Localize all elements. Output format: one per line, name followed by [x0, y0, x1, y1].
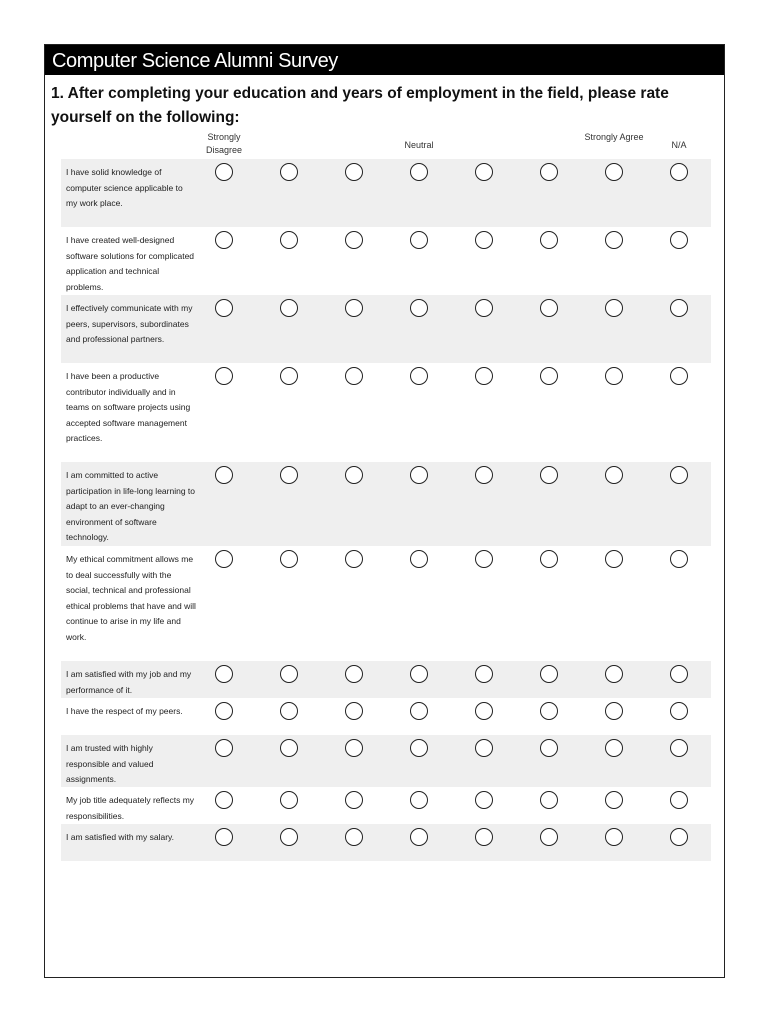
rating-radio-option-7[interactable]: [605, 702, 623, 720]
rating-radio-option-6[interactable]: [540, 163, 558, 181]
question-row: [61, 698, 711, 735]
rating-radio-option-4[interactable]: [410, 550, 428, 568]
rating-radio-option-2[interactable]: [280, 550, 298, 568]
rating-radio-option-2[interactable]: [280, 163, 298, 181]
rating-radio-option-6[interactable]: [540, 231, 558, 249]
rating-radio-option-1[interactable]: [215, 702, 233, 720]
question-row: [61, 462, 711, 546]
rating-radio-option-4[interactable]: [410, 466, 428, 484]
row-label: I am trusted with highly responsible and valued assignments.: [66, 743, 154, 784]
rating-radio-option-8[interactable]: [670, 299, 688, 317]
rating-radio-option-8[interactable]: [670, 550, 688, 568]
rating-radio-option-3[interactable]: [345, 231, 363, 249]
question-row: [61, 159, 711, 227]
rating-radio-option-3[interactable]: [345, 739, 363, 757]
rating-radio-option-8[interactable]: [670, 828, 688, 846]
rating-radio-option-7[interactable]: [605, 739, 623, 757]
rating-radio-option-6[interactable]: [540, 702, 558, 720]
rating-radio-option-2[interactable]: [280, 665, 298, 683]
rating-radio-option-1[interactable]: [215, 163, 233, 181]
rating-radio-option-2[interactable]: [280, 739, 298, 757]
row-label: I am satisfied with my job and my performance of it.: [66, 669, 192, 695]
row-label: I am satisfied with my salary.: [66, 832, 175, 842]
rating-radio-option-2[interactable]: [280, 828, 298, 846]
rating-radio-option-6[interactable]: [540, 791, 558, 809]
question-text: 1. After completing your education and years of employment in the field, please rate yourself on the following:: [51, 85, 669, 126]
rating-radio-option-3[interactable]: [345, 702, 363, 720]
rating-radio-option-5[interactable]: [475, 828, 493, 846]
rating-radio-option-5[interactable]: [475, 231, 493, 249]
rating-radio-option-1[interactable]: [215, 828, 233, 846]
rating-radio-option-3[interactable]: [345, 367, 363, 385]
rating-radio-option-6[interactable]: [540, 665, 558, 683]
rating-radio-option-7[interactable]: [605, 466, 623, 484]
rating-radio-option-6[interactable]: [540, 739, 558, 757]
rating-radio-option-8[interactable]: [670, 163, 688, 181]
rating-radio-option-5[interactable]: [475, 791, 493, 809]
rating-radio-option-2[interactable]: [280, 466, 298, 484]
scale-label-strongly-agree: Strongly Agree: [584, 132, 644, 142]
rating-radio-option-7[interactable]: [605, 665, 623, 683]
rating-radio-option-8[interactable]: [670, 739, 688, 757]
rating-radio-option-7[interactable]: [605, 791, 623, 809]
rating-radio-option-8[interactable]: [670, 702, 688, 720]
question-row: [61, 227, 711, 295]
rating-radio-option-4[interactable]: [410, 739, 428, 757]
question-row: [61, 787, 711, 824]
rating-radio-option-1[interactable]: [215, 367, 233, 385]
row-label: I have solid knowledge of computer science applicable to my work place.: [66, 167, 183, 208]
rating-radio-option-4[interactable]: [410, 163, 428, 181]
rating-radio-option-4[interactable]: [410, 231, 428, 249]
row-label: I effectively communicate with my peers, supervisors, subordinates and professional partners.: [66, 303, 193, 344]
rating-radio-option-3[interactable]: [345, 466, 363, 484]
rating-radio-option-5[interactable]: [475, 550, 493, 568]
rating-radio-option-4[interactable]: [410, 791, 428, 809]
rating-radio-option-7[interactable]: [605, 828, 623, 846]
rating-radio-option-8[interactable]: [670, 231, 688, 249]
scale-header: [61, 131, 711, 159]
rating-radio-option-3[interactable]: [345, 550, 363, 568]
row-label: My ethical commitment allows me to deal successfully with the social, technical and professional ethical problems that have and will continue to arise in my life and work.: [66, 554, 196, 642]
rating-radio-option-1[interactable]: [215, 231, 233, 249]
rating-radio-option-8[interactable]: [670, 791, 688, 809]
row-label: I have been a productive contributor individually and in teams on software projects using accepted software management practices.: [66, 371, 191, 443]
rating-radio-option-6[interactable]: [540, 828, 558, 846]
rating-radio-option-7[interactable]: [605, 231, 623, 249]
rating-radio-option-4[interactable]: [410, 702, 428, 720]
rating-radio-option-3[interactable]: [345, 791, 363, 809]
question-row: [61, 363, 711, 462]
scale-label-neutral: Neutral: [404, 140, 434, 150]
rating-radio-option-5[interactable]: [475, 702, 493, 720]
scale-label-strongly-disagree: Strongly Disagree: [205, 132, 243, 155]
rating-radio-option-5[interactable]: [475, 665, 493, 683]
rating-radio-option-5[interactable]: [475, 739, 493, 757]
rating-radio-option-3[interactable]: [345, 299, 363, 317]
rating-radio-option-1[interactable]: [215, 791, 233, 809]
rating-radio-option-2[interactable]: [280, 299, 298, 317]
row-label: My job title adequately reflects my responsibilities.: [66, 795, 195, 821]
question-row: [61, 824, 711, 861]
row-label: I have the respect of my peers.: [66, 706, 183, 716]
rating-radio-option-5[interactable]: [475, 163, 493, 181]
survey-page: [44, 44, 725, 978]
rating-radio-option-6[interactable]: [540, 367, 558, 385]
rating-radio-option-3[interactable]: [345, 665, 363, 683]
rating-radio-option-1[interactable]: [215, 665, 233, 683]
rating-radio-option-4[interactable]: [410, 665, 428, 683]
rating-radio-option-2[interactable]: [280, 367, 298, 385]
question-row: [61, 546, 711, 661]
question-row: [61, 661, 711, 698]
row-label: I am committed to active participation in life-long learning to adapt to an ever-changing environment of software technology.: [66, 470, 195, 542]
rating-radio-option-1[interactable]: [215, 466, 233, 484]
rating-grid: [61, 159, 711, 861]
survey-title: Computer Science Alumni Survey: [45, 45, 724, 75]
rating-radio-option-2[interactable]: [280, 231, 298, 249]
question-row: [61, 735, 711, 787]
rating-radio-option-3[interactable]: [345, 163, 363, 181]
rating-radio-option-4[interactable]: [410, 299, 428, 317]
rating-radio-option-4[interactable]: [410, 367, 428, 385]
question-row: [61, 295, 711, 363]
rating-radio-option-5[interactable]: [475, 466, 493, 484]
rating-radio-option-2[interactable]: [280, 791, 298, 809]
rating-radio-option-5[interactable]: [475, 367, 493, 385]
rating-radio-option-6[interactable]: [540, 550, 558, 568]
rating-radio-option-6[interactable]: [540, 466, 558, 484]
rating-radio-option-1[interactable]: [215, 550, 233, 568]
rating-radio-option-8[interactable]: [670, 367, 688, 385]
rating-radio-option-7[interactable]: [605, 550, 623, 568]
row-label: I have created well-designed software solutions for complicated application and technical problems.: [66, 235, 195, 292]
rating-radio-option-6[interactable]: [540, 299, 558, 317]
rating-radio-option-2[interactable]: [280, 702, 298, 720]
rating-radio-option-5[interactable]: [475, 299, 493, 317]
scale-label-na: N/A: [671, 140, 687, 150]
rating-radio-option-1[interactable]: [215, 299, 233, 317]
rating-radio-option-8[interactable]: [670, 466, 688, 484]
rating-radio-option-4[interactable]: [410, 828, 428, 846]
rating-radio-option-7[interactable]: [605, 367, 623, 385]
rating-radio-option-7[interactable]: [605, 163, 623, 181]
rating-radio-option-1[interactable]: [215, 739, 233, 757]
rating-radio-option-3[interactable]: [345, 828, 363, 846]
rating-radio-option-8[interactable]: [670, 665, 688, 683]
rating-radio-option-7[interactable]: [605, 299, 623, 317]
